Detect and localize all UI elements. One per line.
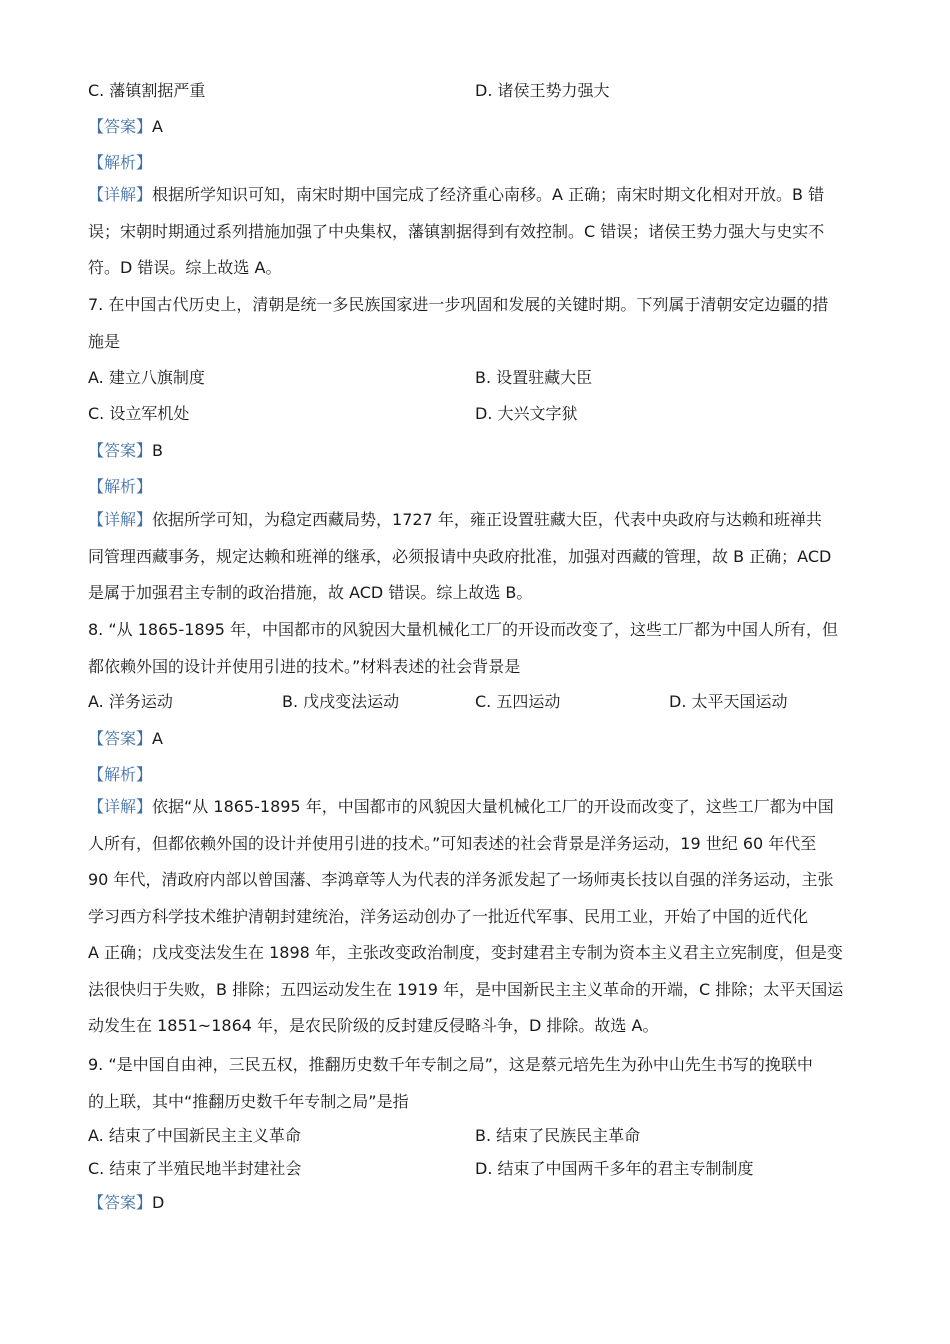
answer-label: 【答案】 bbox=[88, 1193, 153, 1212]
q9-answer bbox=[88, 1192, 164, 1214]
answer-value: A bbox=[152, 117, 163, 136]
q6-detail-line: 误；宋朝时期通过系列措施加强了中央集权，藩镇割据得到有效控制。C 错误；诸侯王势力强大与史实不 bbox=[88, 221, 825, 241]
q7-detail-line: 【详解】依据所学可知，为稳定西藏局势，1727 年，雍正设置驻藏大臣，代表中央政府与达赖和班禅共 bbox=[88, 510, 822, 529]
q8-detail-line: 人所有，但都依赖外国的设计并使用引进的技术。”可知表述的社会背景是洋务运动，19 世纪 60 年代至 bbox=[88, 833, 817, 853]
q8-stem bbox=[88, 612, 864, 685]
q7-option-a: A. 建立八旗制度 bbox=[88, 368, 205, 387]
detail-label: 【详解】 bbox=[88, 510, 153, 529]
q8-analysis-label: 【解析】 bbox=[88, 765, 153, 784]
detail-label: 【详解】 bbox=[88, 797, 153, 816]
q6-detail-line: 【详解】根据所学知识可知，南宋时期中国完成了经济重心南移。A 正确；南宋时期文化相对开放。B 错 bbox=[88, 185, 825, 204]
q8-detail-line: 学习西方科学技术维护清朝封建统治，洋务运动创办了一批近代军事、民用工业，开始了中国的近代化 bbox=[88, 906, 809, 926]
q7-analysis-label: 【解析】 bbox=[88, 477, 153, 496]
answer-value: D bbox=[152, 1193, 165, 1212]
q6-answer bbox=[88, 116, 163, 138]
q7-answer bbox=[88, 440, 163, 462]
q9-option-d: D. 结束了中国两千多年的君主专制制度 bbox=[475, 1159, 754, 1178]
q8-stem-line: 都依赖外国的设计并使用引进的技术。”材料表述的社会背景是 bbox=[88, 656, 521, 676]
answer-label: 【答案】 bbox=[88, 729, 153, 748]
q6-option-c: C. 藩镇割据严重 bbox=[88, 81, 206, 100]
q7-option-c: C. 设立军机处 bbox=[88, 404, 190, 423]
answer-value: A bbox=[152, 729, 163, 748]
q9-stem-line: 9. “是中国自由神，三民五权，推翻历史数千年专制之局”，这是蔡元培先生为孙中山先生书写的挽联中 bbox=[88, 1055, 813, 1074]
q6-option-d: D. 诸侯王势力强大 bbox=[475, 81, 610, 100]
q9-option-a: A. 结束了中国新民主主义革命 bbox=[88, 1126, 301, 1145]
q8-detail-line: 90 年代，清政府内部以曾国藩、李鸿章等人为代表的洋务派发起了一场师夷长技以自强的洋务运动，主张 bbox=[88, 870, 834, 889]
q8-detail-line: A 正确；戊戌变法发生在 1898 年，主张改变政治制度，变封建君主专制为资本主义君主立宪制度，但是变 bbox=[88, 943, 843, 962]
q8-option-a: A. 洋务运动 bbox=[88, 692, 173, 711]
q8-answer bbox=[88, 728, 163, 750]
q7-detail-line: 是属于加强君主专制的政治措施，故 ACD 错误。综上故选 B。 bbox=[88, 583, 533, 602]
q7-stem-line: 施是 bbox=[88, 331, 121, 351]
q7-stem-line: 7. 在中国古代历史上，清朝是统一多民族国家进一步巩固和发展的关键时期。下列属于清朝安定边疆的措 bbox=[88, 295, 829, 314]
q9-option-b: B. 结束了民族民主革命 bbox=[475, 1126, 641, 1145]
q9-stem-line: 的上联，其中“推翻历史数千年专制之局”是指 bbox=[88, 1091, 409, 1111]
q8-stem-line: 8. “从 1865-1895 年，中国都市的风貌因大量机械化工厂的开设而改变了，这些工厂都为中国人所有，但 bbox=[88, 620, 839, 639]
q8-detail-line: 【详解】依据“从 1865-1895 年，中国都市的风貌因大量机械化工厂的开设而改变了，这些工厂都为中国 bbox=[88, 797, 834, 816]
answer-value: B bbox=[152, 441, 163, 460]
answer-label: 【答案】 bbox=[88, 441, 153, 460]
q8-detail-line: 法很快归于失败，B 排除；五四运动发生在 1919 年，是中国新民主主义革命的开端，C 排除；太平天国运 bbox=[88, 979, 844, 999]
q6-detail bbox=[88, 177, 864, 287]
q7-option-d: D. 大兴文字狱 bbox=[475, 404, 578, 423]
q8-option-b: B. 戊戌变法运动 bbox=[282, 692, 400, 711]
q7-option-b: B. 设置驻藏大臣 bbox=[475, 368, 593, 387]
q8-detail-line: 动发生在 1851~1864 年，是农民阶级的反封建反侵略斗争，D 排除。故选 A。 bbox=[88, 1016, 659, 1035]
q9-stem bbox=[88, 1047, 864, 1120]
q7-stem bbox=[88, 287, 864, 360]
q9-option-c: C. 结束了半殖民地半封建社会 bbox=[88, 1159, 302, 1178]
answer-label: 【答案】 bbox=[88, 117, 153, 136]
q8-detail bbox=[88, 789, 864, 1045]
q6-analysis-label: 【解析】 bbox=[88, 153, 153, 172]
q7-detail-line: 同管理西藏事务，规定达赖和班禅的继承，必须报请中央政府批准，加强对西藏的管理，故 B 正确；ACD bbox=[88, 546, 832, 566]
q8-option-c: C. 五四运动 bbox=[475, 692, 561, 711]
q7-detail bbox=[88, 502, 864, 612]
detail-label: 【详解】 bbox=[88, 185, 153, 204]
q6-detail-line: 符。D 错误。综上故选 A。 bbox=[88, 258, 282, 277]
q8-option-d: D. 太平天国运动 bbox=[669, 692, 788, 711]
